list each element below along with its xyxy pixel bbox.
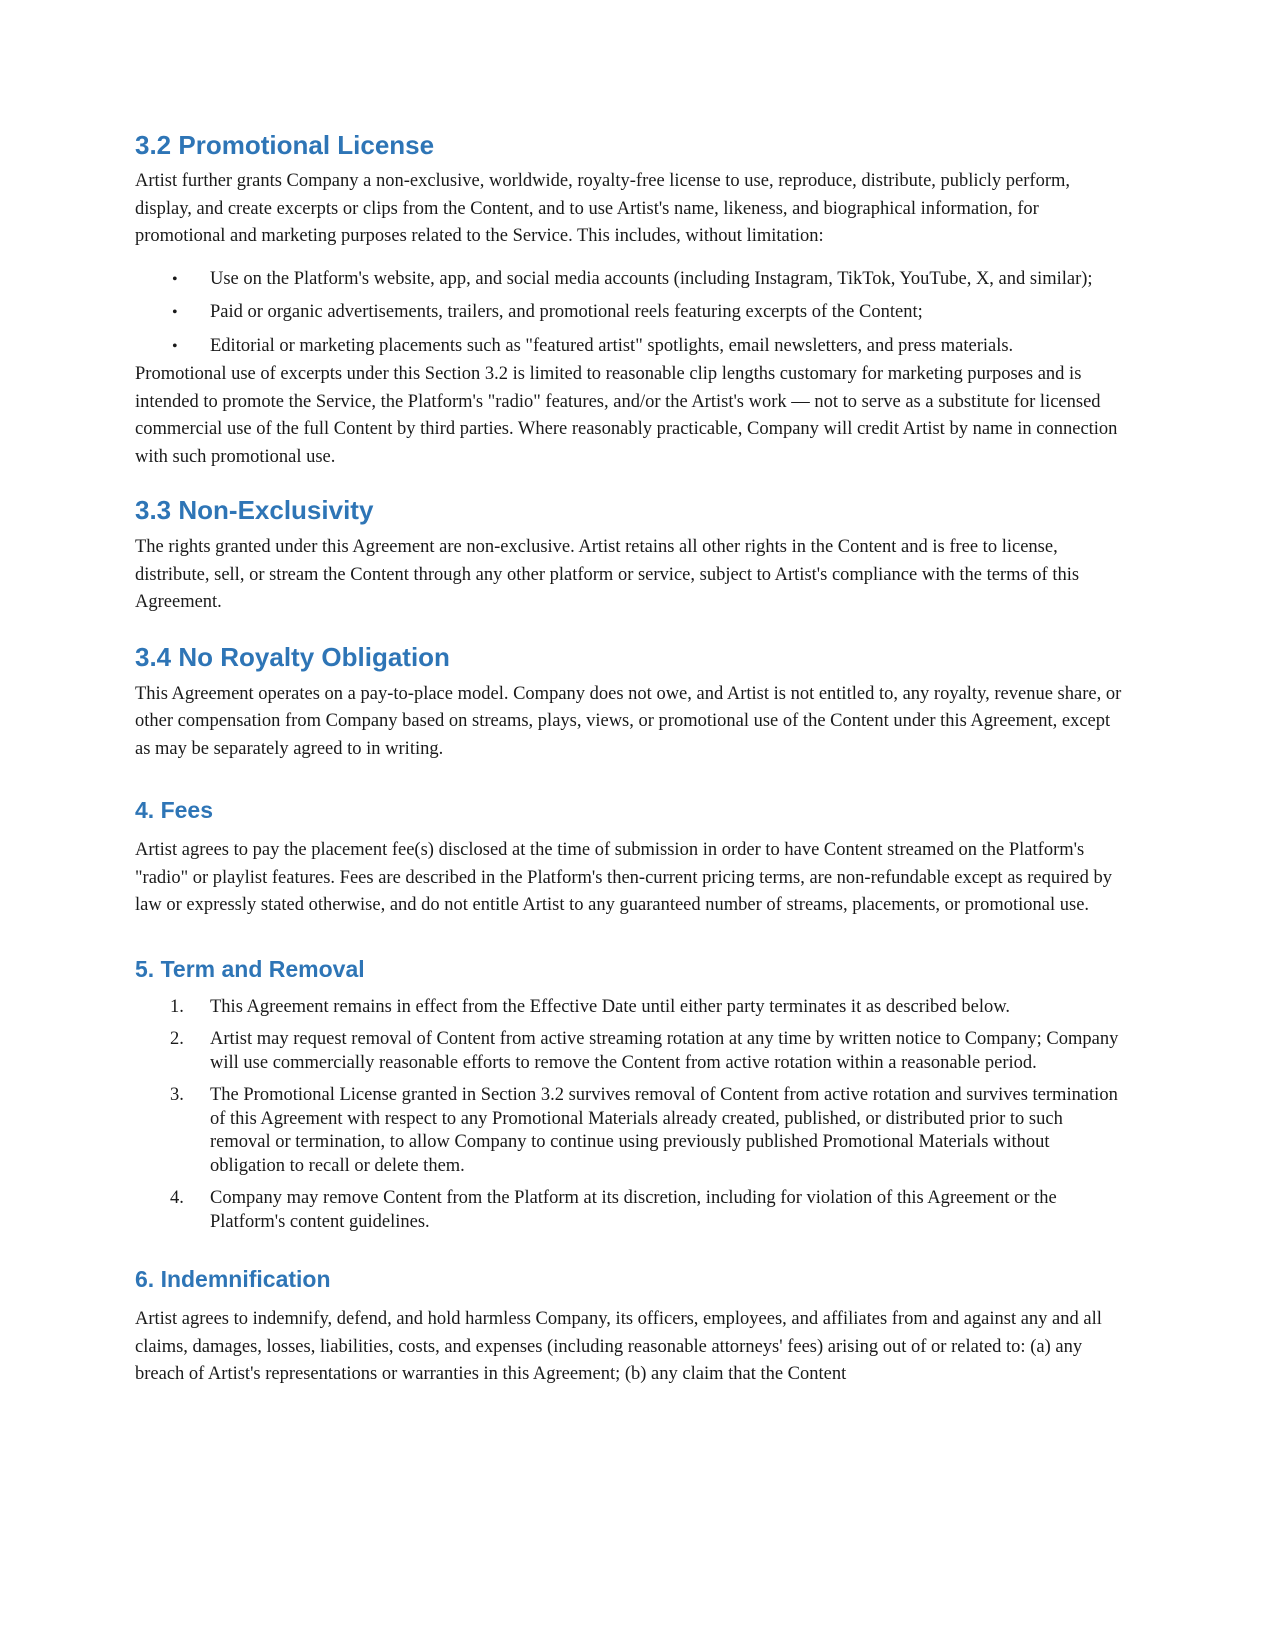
section-6-body: Artist agrees to indemnify, defend, and hold harmless Company, its officers, employees, and affiliates from and against any and all claims, damages, losses, liabilities, costs, and expenses (including reasonable attorneys' fees) arising out of or related to: (a) any breach of Artist's representations or warranties in this Agreement; (b) any claim that the Content bbox=[135, 1309, 1102, 1384]
section-5-numbered-list bbox=[135, 996, 1127, 1235]
list-item-text: Paid or organic advertisements, trailers, and promotional reels featuring excerpts of the Content; bbox=[210, 302, 923, 322]
list-item bbox=[135, 996, 1127, 1020]
section-3-4-heading: 3.4 No Royalty Obligation bbox=[135, 641, 450, 672]
section-3-2-bullet-list bbox=[135, 268, 1127, 359]
list-item-number: 3. bbox=[170, 1085, 184, 1105]
section-3-3-heading: 3.3 Non-Exclusivity bbox=[135, 495, 374, 525]
list-item bbox=[135, 1084, 1127, 1178]
bullet-icon: • bbox=[172, 270, 178, 288]
bullet-icon: • bbox=[172, 337, 178, 355]
section-3-2-heading: 3.2 Promotional License bbox=[135, 130, 435, 160]
section-4-body: Artist agrees to pay the placement fee(s) disclosed at the time of submission in order to have Content streamed on the Platform's "radio" or playlist features. Fees are described in the Platform's then-current pricing terms, are non-refundable except as required by law or expressly stated otherwise, and do not entitle Artist to any guaranteed number of streams, placements, or promotional use. bbox=[135, 840, 1112, 915]
list-item-text: The Promotional License granted in Section 3.2 survives removal of Content from active rotation and survives termination of this Agreement with respect to any Promotional Materials already created, published, or distributed prior to such removal or termination, to allow Company to continue using previously published Promotional Materials without obligation to recall or delete them. bbox=[210, 1085, 1118, 1176]
section-3-2-intro: Artist further grants Company a non-exclusive, worldwide, royalty-free license to use, reproduce, distribute, publicly perform, display, and create excerpts or clips from the Content, and to use Artist's name, likeness, and biographical information, for promotional and marketing purposes related to the Service. This includes, without limitation: bbox=[135, 171, 1070, 246]
list-item bbox=[135, 335, 1127, 359]
list-item-number: 4. bbox=[170, 1188, 184, 1208]
list-item-text: This Agreement remains in effect from the Effective Date until either party terminates it as described below. bbox=[210, 996, 1011, 1017]
list-item-number: 1. bbox=[170, 996, 184, 1017]
list-item-text: Editorial or marketing placements such as "featured artist" spotlights, email newsletters, and press materials. bbox=[210, 335, 1014, 356]
list-item-text: Use on the Platform's website, app, and social media accounts (including Instagram, TikTok, YouTube, X, and similar); bbox=[210, 268, 1093, 289]
section-6-heading: 6. Indemnification bbox=[135, 1266, 331, 1292]
bullet-icon: • bbox=[172, 304, 178, 321]
list-item-number: 2. bbox=[170, 1029, 184, 1049]
list-item-text: Artist may request removal of Content from active streaming rotation at any time by written notice to Company; Company will use commercially reasonable efforts to remove the Content from active rotation within a reasonable period. bbox=[210, 1029, 1119, 1073]
section-3-2-closing: Promotional use of excerpts under this Section 3.2 is limited to reasonable clip lengths customary for marketing purposes and is intended to promote the Service, the Platform's "radio" features, and/or the Artist's work — not to serve as a substitute for licensed commercial use of the full Content by third parties. Where reasonably practicable, Company will credit Artist by name in connection with such promotional use. bbox=[135, 364, 1118, 467]
section-3-3-body: The rights granted under this Agreement are non-exclusive. Artist retains all other rights in the Content and is free to license, distribute, sell, or stream the Content through any other platform or service, subject to Artist's compliance with the terms of this Agreement. bbox=[135, 537, 1080, 612]
list-item bbox=[135, 1028, 1127, 1075]
section-5-heading: 5. Term and Removal bbox=[135, 955, 365, 982]
list-item-text: Company may remove Content from the Platform at its discretion, including for violation of this Agreement or the Platform's content guidelines. bbox=[210, 1188, 1057, 1232]
list-item bbox=[135, 1187, 1127, 1234]
list-item bbox=[135, 268, 1127, 292]
list-item bbox=[135, 301, 1127, 325]
section-4-heading: 4. Fees bbox=[135, 797, 213, 823]
section-3-4-body: This Agreement operates on a pay-to-place model. Company does not owe, and Artist is not entitled to, any royalty, revenue share, or other compensation from Company based on streams, plays, views, or promotional use of the Content under this Agreement, except as may be separately agreed to in writing. bbox=[135, 683, 1122, 759]
